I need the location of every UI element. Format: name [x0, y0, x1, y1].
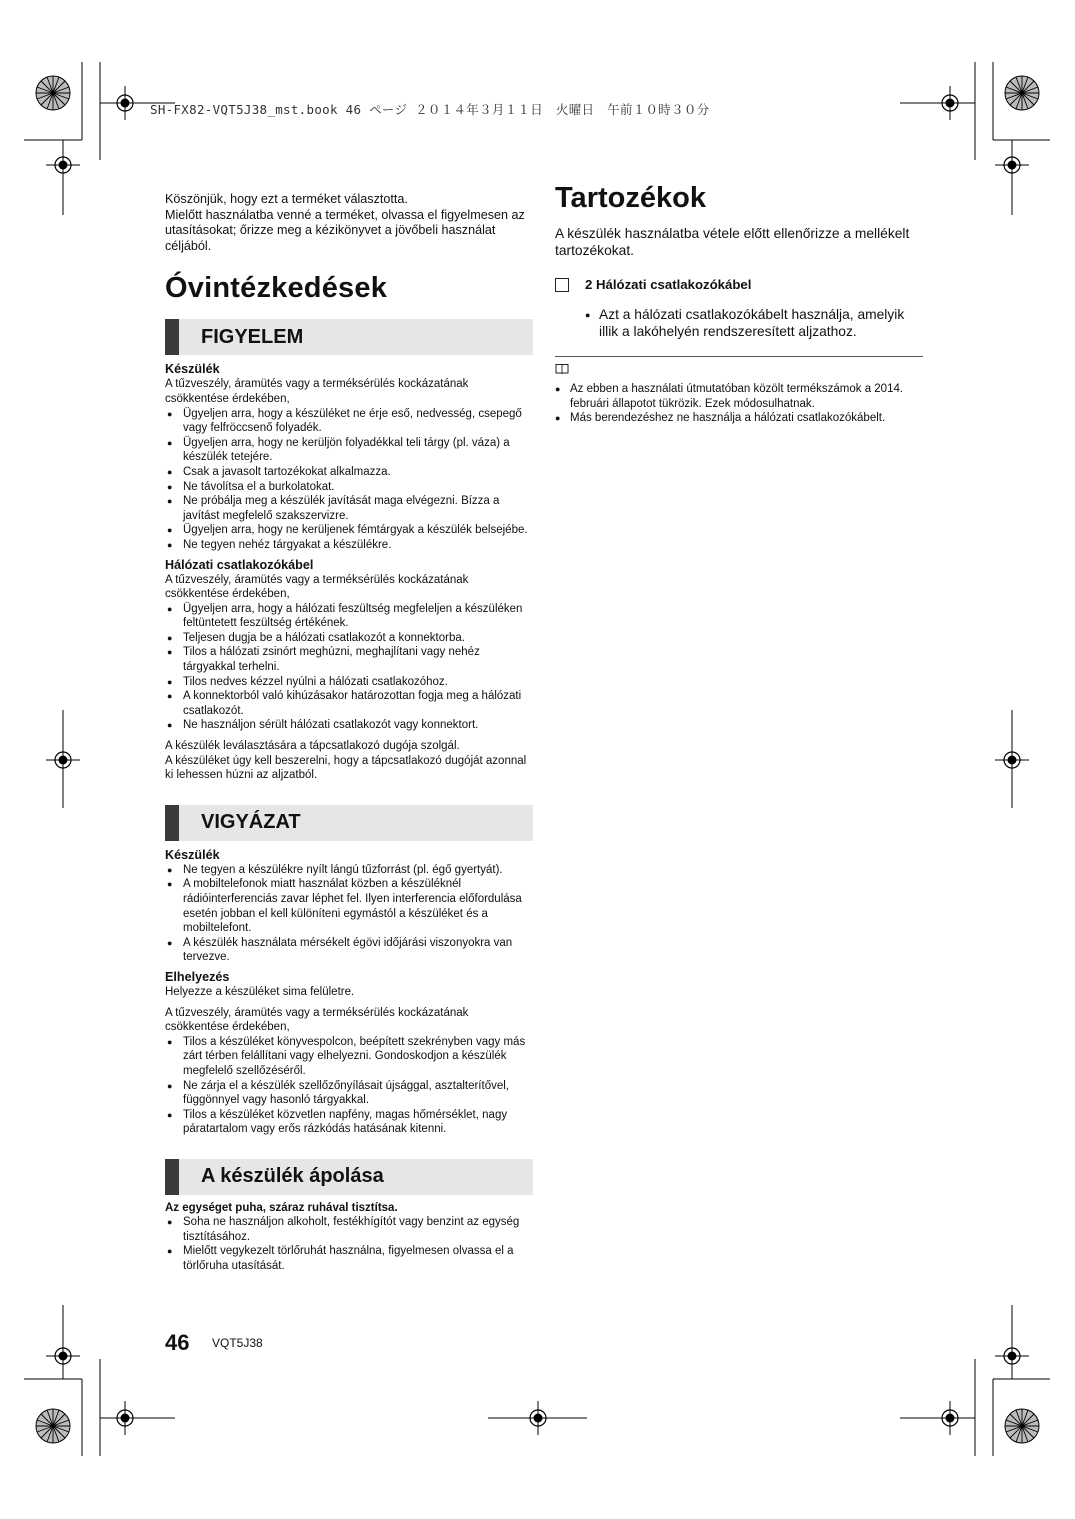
accessory-row: [555, 277, 923, 292]
page-number: 46: [165, 1330, 190, 1355]
list-item: ● Más berendezéshez ne használja a hálózati csatlakozókábelt.: [555, 411, 923, 426]
list-item: ● A konnektorból való kihúzásakor határozottan fogja meg a hálózati csatlakozót.: [165, 689, 533, 718]
list-item: ● Ne tegyen a készülékre nyílt lángú tűzforrást (pl. égő gyertyát).: [165, 863, 533, 878]
divider: [555, 356, 923, 357]
placement-intro: A tűzveszély, áramütés vagy a terméksérülés kockázatának csökkentése érdekében,: [165, 1006, 469, 1034]
list-item: ● Az ebben a használati útmutatóban közölt termékszámok a 2014. februári állapotot tükrözik. Ezek módosulhatnak.: [555, 382, 923, 411]
page-title: Óvintézkedések: [165, 272, 388, 305]
placement-line: Helyezze a készüléket sima felületre.: [165, 985, 355, 998]
info-notes: [555, 382, 923, 426]
list-item: ● Ügyeljen arra, hogy a hálózati feszültség megfeleljen a készüléken feltüntetett feszültség értékének.: [165, 602, 533, 631]
document-code: VQT5J38: [212, 1336, 263, 1350]
section-bar-care: [165, 1159, 533, 1195]
list-item: ● Csak a javasolt tartozékokat alkalmazza.: [165, 465, 533, 480]
list-item: ● Soha ne használjon alkoholt, festékhígítót vagy benzint az egység tisztításához.: [165, 1215, 533, 1244]
device-caution-list: [165, 863, 533, 965]
section-bar-tab: [165, 805, 179, 841]
care-instruction: Az egységet puha, száraz ruhával tisztítsa.: [165, 1201, 398, 1214]
section-label-vigyazat: VIGYÁZAT: [201, 811, 301, 834]
intro-line-1: Köszönjük, hogy ezt a terméket választotta.: [165, 192, 408, 206]
cable-warning-list: [165, 602, 533, 733]
section-bar-figyelem: [165, 319, 533, 355]
list-item: ● Tilos a hálózati zsinórt meghúzni, meghajlítani vagy nehéz tárgyakkal terhelni.: [165, 645, 533, 674]
print-header: SH-FX82-VQT5J38_mst.book 46 ページ ２０１４年３月１１日 火曜日 午前１０時３０分: [150, 102, 710, 117]
section-label-care: A készülék ápolása: [201, 1165, 384, 1188]
cable-intro: A tűzveszély, áramütés vagy a terméksérülés kockázatának csökkentése érdekében,: [165, 573, 469, 601]
list-item: ● Ügyeljen arra, hogy a készüléket ne érje eső, nedvesség, csepegő vagy felfröccsenő folyadék.: [165, 407, 533, 436]
device-intro: A tűzveszély, áramütés vagy a terméksérülés kockázatának csökkentése érdekében,: [165, 378, 469, 405]
accessories-intro: A készülék használatba vétele előtt ellenőrizze a mellékelt tartozékokat.: [555, 226, 910, 258]
section-label-figyelem: FIGYELEM: [201, 325, 304, 348]
list-item: ● A készülék használata mérsékelt égövi időjárási viszonyokra van tervezve.: [165, 936, 533, 965]
device-warning-list: [165, 407, 533, 553]
intro-line-2: Mielőtt használatba venné a terméket, olvassa el figyelmesen az utasításokat; őrizze meg a kézikönyvet a jövőbeli használat céljából.: [165, 207, 525, 253]
accessory-notes: [555, 306, 923, 340]
accessory-checkbox[interactable]: [555, 278, 569, 292]
subheading-device-caution: Készülék: [165, 847, 220, 862]
disconnect-line-1: A készülék leválasztására a tápcsatlakozó dugója szolgál.: [165, 740, 460, 753]
left-column: [165, 192, 533, 1273]
subheading-placement: Elhelyezés: [165, 969, 230, 984]
list-item: ● Ne távolítsa el a burkolatokat.: [165, 480, 533, 495]
list-item: ● Tilos a készüléket könyvespolcon, beépített szekrényben vagy más zárt térben felállítani vagy elhelyezni. Gondoskodjon a készülék megfelelő szellőzéséről.: [165, 1035, 533, 1079]
accessories-title: Tartozékok: [555, 182, 706, 214]
placement-intro-wrap: [165, 1006, 533, 1035]
placement-list: [165, 1035, 533, 1137]
subheading-cable: Hálózati csatlakozókábel: [165, 557, 314, 572]
list-item: ● Tilos nedves kézzel nyúlni a hálózati csatlakozóhoz.: [165, 675, 533, 690]
disconnect-notes: [165, 739, 533, 754]
list-item: ● Ne tegyen nehéz tárgyakat a készülékre.: [165, 538, 533, 553]
subheading-device: Készülék: [165, 362, 220, 377]
list-item: ● Teljesen dugja be a hálózati csatlakozót a konnektorba.: [165, 631, 533, 646]
list-item: ● Mielőtt vegykezelt törlőruhát használna, figyelmesen olvassa el a törlőruha utasítását.: [165, 1244, 533, 1273]
disconnect-line-2: A készüléket úgy kell beszerelni, hogy a tápcsatlakozó dugóját azonnal ki lehessen húzni az aljzatból.: [165, 754, 527, 782]
list-item: ● Tilos a készüléket közvetlen napfény, magas hőmérséklet, nagy páratartalom vagy erős rázkódás hatásának kitenni.: [165, 1108, 533, 1137]
care-list: [165, 1215, 533, 1273]
book-icon: [555, 363, 569, 374]
section-bar-tab: [165, 319, 179, 355]
accessory-label: 2 Hálózati csatlakozókábel: [585, 277, 752, 292]
list-item: ● Ne próbálja meg a készülék javítását maga elvégezni. Bízza a javítást megfelelő szakszervizre.: [165, 494, 533, 523]
list-item: ● Ügyeljen arra, hogy ne kerüljön folyadékkal teli tárgy (pl. váza) a készülék tetejére.: [165, 436, 533, 465]
list-item: ● Ne zárja el a készülék szellőzőnyílásait újsággal, asztalterítővel, függönnyel vagy hasonló tárgyakkal.: [165, 1079, 533, 1108]
intro-text: [165, 192, 533, 254]
list-item: ● Ne használjon sérült hálózati csatlakozót vagy konnektort.: [165, 718, 533, 733]
right-column: [555, 182, 923, 426]
list-item: ● Azt a hálózati csatlakozókábelt használja, amelyik illik a lakóhelyén rendszeresített aljzathoz.: [585, 306, 923, 340]
section-bar-tab: [165, 1159, 179, 1195]
list-item: ● Ügyeljen arra, hogy ne kerüljenek fémtárgyak a készülék belsejébe.: [165, 523, 533, 538]
section-bar-vigyazat: [165, 805, 533, 841]
list-item: ● A mobiltelefonok miatt használat közben a készüléknél rádióinterferenciás zavar léphet fel. Ilyen interferencia előfordulása esetén jobban el kell különíteni egymástól a készüléket és a mobiltelefont.: [165, 877, 533, 935]
